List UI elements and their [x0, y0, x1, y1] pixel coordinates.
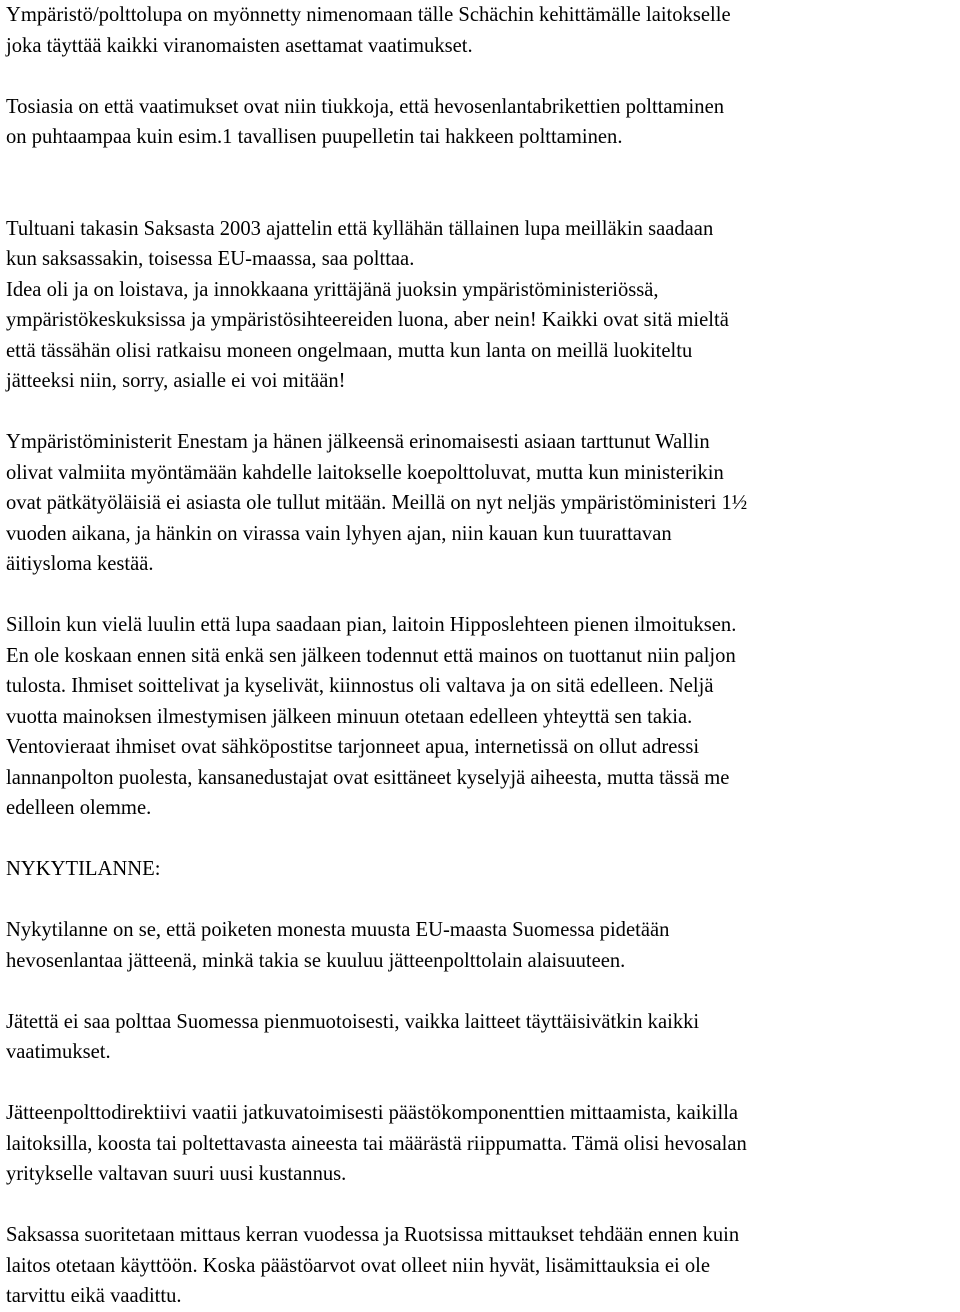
paragraph-gap — [6, 1068, 960, 1099]
paragraph-return-from-germany: Tultuani takasin Saksasta 2003 ajattelin että kyllähän tällainen lupa meilläkin saadaan kun saksassakin, toisessa EU-maassa, saa polttaa. — [6, 217, 714, 270]
paragraph-gap — [6, 153, 960, 184]
paragraph-permit-granted: Ympäristö/polttolupa on myönnetty nimenomaan tälle Schächin kehittämälle laitokselle joka täyttää kaikki viranomaisten asettamat vaatimukset. — [6, 4, 731, 57]
paragraph-gap — [6, 976, 960, 1007]
paragraph-incineration-directive: Jätteenpolttodirektiivi vaatii jatkuvatoimisesti päästökomponenttien mittaamista, kaikilla laitoksilla, koosta tai poltettavasta aineesta tai määrästä riippumatta. Tämä olisi hevosalan yritykselle valtavan suuri uusi kustannus. — [6, 1102, 747, 1185]
document-body — [6, 0, 960, 1312]
paragraph-gap — [6, 183, 960, 214]
paragraph-gap — [6, 885, 960, 916]
paragraph-no-small-scale-burning: Jätettä ei saa polttaa Suomessa pienmuotoisesti, vaikka laitteet täyttäisivätkin kaikki vaatimukset. — [6, 1010, 700, 1063]
paragraph-gap — [6, 580, 960, 611]
paragraph-ministers: Ympäristöministerit Enestam ja hänen jälkeensä erinomaisesti asiaan tarttunut Wallin olivat valmiita myöntämään kahdelle laitokselle koepolttoluvat, mutta kun ministerikin ovat pätkätyöläisiä ei asiasta ole tullut mitään. Meillä on nyt neljäs ympäristöministeri 1½ vuoden aikana, ja hänkin on virassa vain lyhyen ajan, niin kauan kun tuurattavan äitiysloma kestää. — [6, 431, 748, 575]
paragraph-advertisement: Silloin kun vielä luulin että lupa saadaan pian, laitoin Hipposlehteen pienen ilmoituksen. En ole koskaan ennen sitä enkä sen jälkeen todennut että mainos on tuottanut niin paljon tulosta. Ihmiset soittelivat ja kyselivät, kiinnostus oli valtava ja on sitä edelleen. Neljä vuotta mainoksen ilmestymisen jälkeen minuun otetaan edelleen yhteyttä sen takia. Ventovieraat ihmiset ovat sähköpostitse tarjonneet apua, internetissä on ollut adressi lannanpolton puolesta, kansanedustajat ovat esittäneet kyselyjä aiheesta, mutta tässä me edelleen olemme. — [6, 614, 737, 819]
paragraph-gap — [6, 1190, 960, 1221]
paragraph-current-situation: Nykytilanne on se, että poiketen monesta muusta EU-maasta Suomessa pidetään hevosenlantaa jätteenä, minkä takia se kuuluu jätteenpolttolain alaisuuteen. — [6, 919, 670, 972]
paragraph-strict-requirements: Tosiasia on että vaatimukset ovat niin tiukkoja, että hevosenlantabrikettien polttaminen on puhtaampaa kuin esim.1 tavallisen puupelletin tai hakkeen polttaminen. — [6, 95, 725, 148]
paragraph-gap — [6, 824, 960, 855]
paragraph-gap — [6, 397, 960, 428]
section-heading-current-situation: NYKYTILANNE: — [6, 858, 161, 880]
paragraph-gap — [6, 61, 960, 92]
paragraph-germany-sweden-measurement: Saksassa suoritetaan mittaus kerran vuodessa ja Ruotsissa mittaukset tehdään ennen kuin laitos otetaan käyttöön. Koska päästöarvot ovat olleet niin hyvät, lisämittauksia ei ole tarvittu eikä vaadittu. — [6, 1224, 740, 1307]
paragraph-idea-brilliant: Idea oli ja on loistava, ja innokkaana yrittäjänä juoksin ympäristöministeriössä, ympäristökeskuksissa ja ympäristösihteereiden luona, aber nein! Kaikki ovat sitä mieltä että tässähän olisi ratkaisu moneen ongelmaan, mutta kun lanta on meillä luokiteltu jätteeksi niin, sorry, asialle ei voi mitään! — [6, 278, 729, 392]
